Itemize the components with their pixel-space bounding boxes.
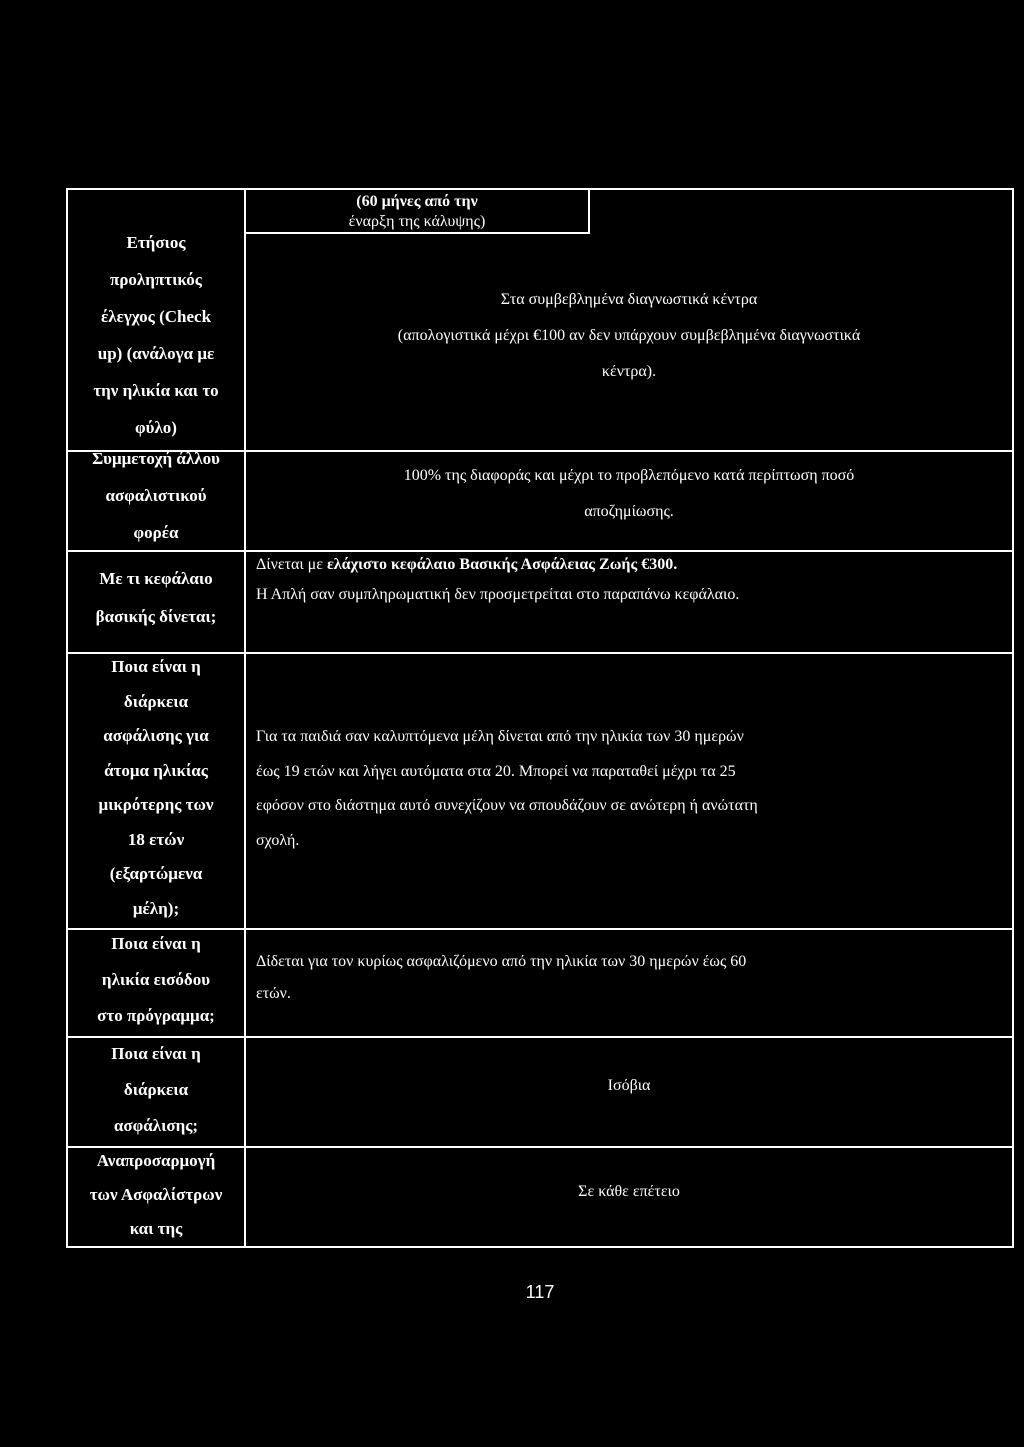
label-insurance-duration bbox=[68, 1036, 244, 1144]
label-line: βασικής δίνεται; bbox=[95, 607, 217, 626]
value-line: αποζημίωσης. bbox=[584, 503, 674, 520]
label-line: διάρκεια bbox=[123, 1080, 189, 1099]
label-line: 18 ετών bbox=[127, 829, 185, 849]
value-line: Για τα παιδιά σαν καλυπτόμενα μέλη δίνεται από την ηλικία των 30 ημερών bbox=[256, 728, 744, 745]
value-line: Η Απλή σαν συμπληρωματική δεν προσμετρείται στο παραπάνω κεφάλαιο. bbox=[256, 586, 740, 603]
label-premium-adjustment bbox=[68, 1144, 244, 1246]
label-line: ασφάλισης για bbox=[103, 726, 209, 745]
label-entry-age bbox=[68, 926, 244, 1034]
value-line bbox=[256, 550, 1006, 580]
label-line: την ηλικία και το bbox=[93, 381, 219, 400]
label-check-up bbox=[68, 224, 244, 446]
value-other-insurer bbox=[246, 458, 1012, 530]
value-basic-capital bbox=[256, 550, 1006, 610]
top-box-line2: έναρξη της κάλυψης) bbox=[348, 213, 486, 230]
label-line: ασφάλισης; bbox=[113, 1116, 199, 1135]
value-line: Σε κάθε επέτειο bbox=[578, 1183, 680, 1200]
label-line: έλεγχος (Check bbox=[100, 307, 212, 326]
value-line: Ισόβια bbox=[607, 1077, 651, 1094]
value-premium-adjustment bbox=[246, 1174, 1012, 1210]
value-line: Δίδεται για τον κυρίως ασφαλιζόμενο από την ηλικία των 30 ημερών έως 60 bbox=[256, 953, 747, 970]
label-line: και της bbox=[129, 1219, 183, 1238]
table-bottom-border bbox=[66, 1246, 1014, 1248]
label-line: στο πρόγραμμα; bbox=[97, 1006, 215, 1025]
label-line: Ποια είναι η bbox=[111, 934, 201, 953]
label-line: φορέα bbox=[133, 523, 179, 542]
value-line: σχολή. bbox=[256, 831, 300, 849]
label-line: μικρότερης των bbox=[98, 795, 214, 814]
label-line: up) (ανάλογα με bbox=[97, 344, 215, 363]
label-basic-capital bbox=[68, 560, 244, 636]
label-line: των Ασφαλίστρων bbox=[89, 1185, 223, 1204]
value-line: ετών. bbox=[256, 985, 291, 1002]
label-line: Αναπροσαρμογή bbox=[96, 1151, 216, 1170]
value-entry-age bbox=[256, 946, 1006, 1010]
label-line: Ετήσιος bbox=[126, 233, 186, 252]
top-box-line1: (60 μήνες από την bbox=[356, 193, 478, 210]
value-line: 100% της διαφοράς και μέχρι το προβλεπόμενο κατά περίπτωση ποσό bbox=[403, 467, 855, 484]
label-line: φύλο) bbox=[135, 418, 177, 437]
value-line: (απολογιστικά μέχρι €100 αν δεν υπάρχουν συμβεβλημένα διαγνωστικά bbox=[397, 327, 861, 344]
label-dependents-duration bbox=[68, 650, 244, 926]
label-line: ηλικία εισόδου bbox=[101, 970, 211, 989]
value-line: έως 19 ετών και λήγει αυτόματα στα 20. Μπορεί να παραταθεί μέχρι τα 25 bbox=[256, 762, 736, 780]
label-line: Με τι κεφάλαιο bbox=[99, 569, 213, 588]
table-top-border bbox=[66, 188, 1014, 190]
value-insurance-duration bbox=[246, 1068, 1012, 1104]
label-line: Ποια είναι η bbox=[111, 657, 201, 676]
value-line: κέντρα). bbox=[601, 363, 657, 380]
table-right-border bbox=[1012, 188, 1014, 1248]
label-line: άτομα ηλικίας bbox=[104, 760, 208, 780]
label-line: προληπτικός bbox=[110, 270, 202, 289]
top-box-right bbox=[588, 188, 590, 234]
label-line: Συμμετοχή άλλου bbox=[92, 449, 220, 468]
label-line: διάρκεια bbox=[123, 691, 189, 711]
label-line: (εξαρτώμενα bbox=[109, 864, 203, 883]
label-line: μέλη); bbox=[132, 898, 180, 918]
value-dependents-duration bbox=[256, 720, 1006, 858]
label-other-insurer bbox=[68, 440, 244, 551]
coverage-table bbox=[66, 188, 1014, 1248]
label-line: ασφαλιστικού bbox=[105, 486, 207, 505]
value-check-up bbox=[246, 282, 1012, 390]
top-box-bottom bbox=[246, 232, 590, 234]
value-bold: ελάχιστο κεφάλαιο Βασικής Ασφάλειας Ζωής €300. bbox=[326, 556, 678, 573]
value-line: Στα συμβεβλημένα διαγνωστικά κέντρα bbox=[500, 291, 758, 308]
page-number: 117 bbox=[525, 1282, 555, 1302]
label-line: Ποια είναι η bbox=[111, 1044, 201, 1063]
value-line: εφόσον στο διάστημα αυτό συνεχίζουν να σπουδάζουν σε ανώτερη ή ανώτατη bbox=[256, 797, 758, 814]
value-prefix: Δίνεται με bbox=[256, 556, 327, 573]
top-box bbox=[246, 192, 588, 232]
